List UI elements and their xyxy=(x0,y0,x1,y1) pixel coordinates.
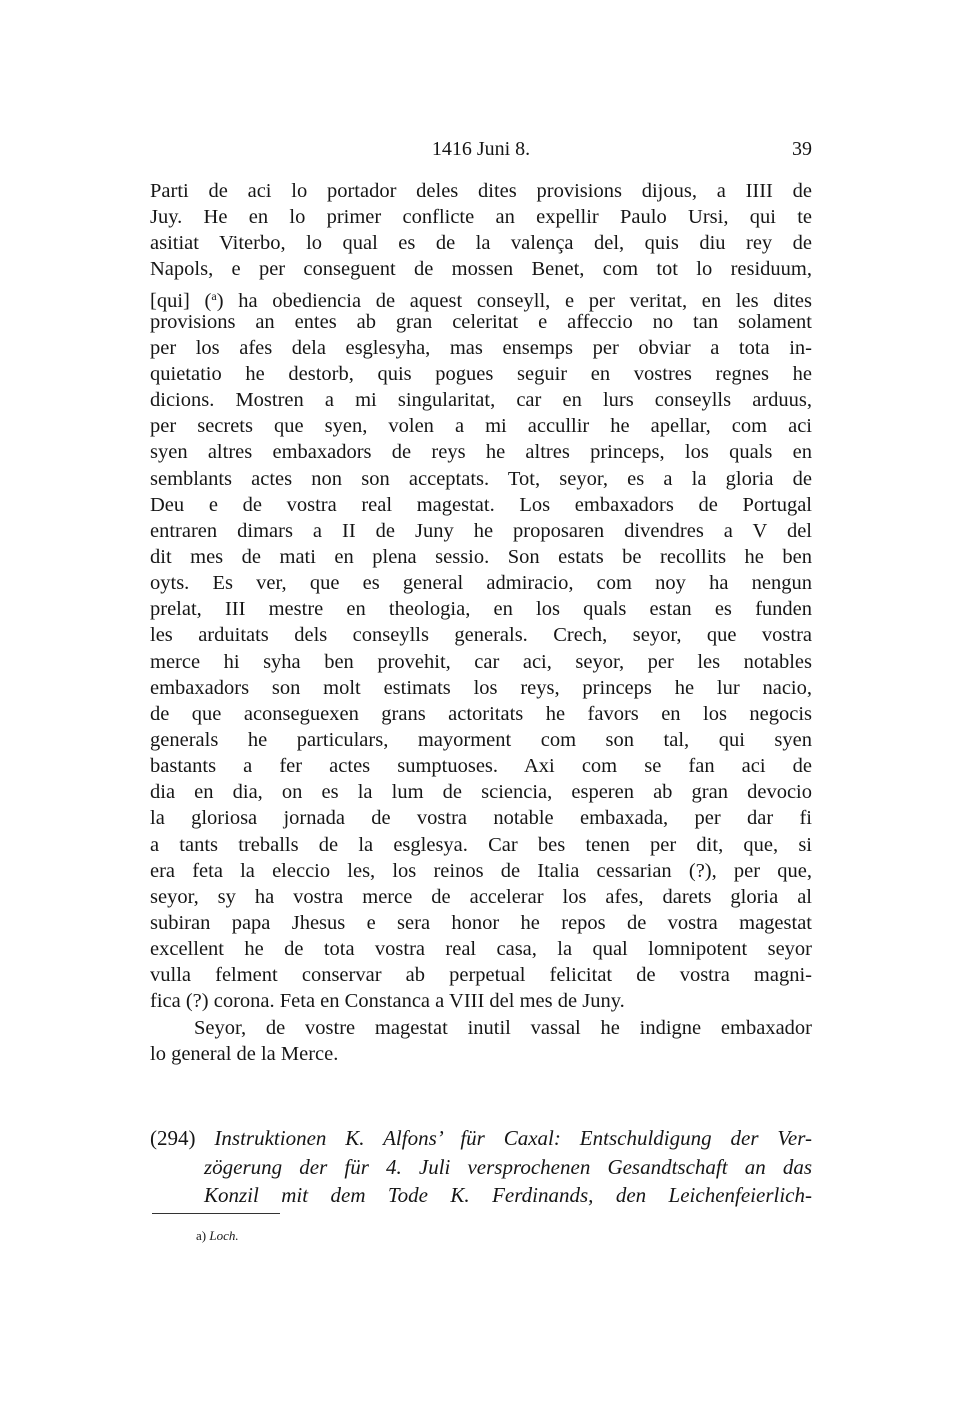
body-line: subiran papa Jhesus e sera honor he repos de vostra magestat xyxy=(150,911,812,934)
page-number: 39 xyxy=(792,138,812,160)
body-line: era feta la eleccio les, los reinos de Italia cessarian (?), per que, xyxy=(150,859,812,882)
entry-title-line: Instruktionen K. Alfons’ für Caxal: Entschuldigung der Ver- xyxy=(214,1126,812,1150)
running-head xyxy=(150,138,812,166)
body-line: excellent he de tota vostra real casa, la qual lomnipotent seyor xyxy=(150,938,812,961)
footnote-rule xyxy=(152,1213,280,1214)
body-line: embaxadors son molt estimats los reys, princeps he lur nacio, xyxy=(150,676,812,699)
footnote-marker: a xyxy=(211,288,217,303)
body-line: dicions. Mostren a mi singularitat, car en lurs conseylls arduus, xyxy=(150,389,812,412)
body-line: a tants treballs de la esglesya. Car bes tenen per dit, que, si xyxy=(150,833,812,856)
body-line: seyor, sy ha vostra merce de accelerar los afes, darets gloria al xyxy=(150,885,812,908)
footnote-text: Loch. xyxy=(209,1228,239,1243)
body-line: quietatio he destorb, quis pogues seguir en vostres regnes he xyxy=(150,362,812,385)
body-line-with-footnote-marker xyxy=(150,283,812,312)
body-line: generals he particulars, mayorment com son tal, qui syen xyxy=(150,728,812,751)
body-line: syen altres embaxadors de reys he altres princeps, los quals en xyxy=(150,441,812,464)
closing-line: Seyor, de vostre magestat inutil vassal he indigne embaxador xyxy=(194,1016,812,1039)
entry-line: zögerung der für 4. Juli versprochenen Gesandtschaft an das xyxy=(204,1154,812,1179)
body-line: bastants a fer actes sumptuoses. Axi com se fan aci de xyxy=(150,755,812,778)
body-line: Parti de aci lo portador deles dites provisions dijous, a IIII de xyxy=(150,180,812,202)
body-line: la gloriosa jornada de vostra notable embaxada, per dar fi xyxy=(150,807,812,830)
body-line: dit mes de mati en plena sessio. Son estats be recollits he ben xyxy=(150,545,812,568)
footnote-label: a) xyxy=(196,1228,207,1243)
entry-line: Konzil mit dem Tode K. Ferdinands, den Leichenfeierlich- xyxy=(204,1183,812,1207)
body-line: Juy. He en lo primer conflicte an expellir Paulo Ursi, qui te xyxy=(150,206,812,229)
body-line: de que aconseguexen grans actoritats he favors en los negocis xyxy=(150,702,812,725)
body-line: merce hi syha ben provehit, car aci, seyor, per les notables xyxy=(150,650,812,673)
body-line: vulla felment conservar ab perpetual felicitat de vostra magni- xyxy=(150,964,812,987)
footnote xyxy=(196,1228,239,1244)
body-line: semblants actes non son acceptats. Tot, seyor, es a la gloria de xyxy=(150,467,812,490)
body-line: oyts. Es ver, que es general admiracio, com noy ha nengun xyxy=(150,572,812,595)
running-head-date: 1416 Juni 8. xyxy=(431,138,531,160)
body-line: provisions an entes ab gran celeritat e affeccio no tan solament xyxy=(150,310,812,333)
body-line: Napols, e per conseguent de mossen Benet, com tot lo residuum, xyxy=(150,258,812,281)
body-line: fica (?) corona. Feta en Constanca a VIII del mes de Juny. xyxy=(150,990,625,1013)
entry-number: (294) xyxy=(150,1126,196,1150)
signature-line: lo general de la Merce. xyxy=(150,1042,339,1065)
body-line: Deu e de vostra real magestat. Los embaxadors de Portugal xyxy=(150,493,812,516)
body-line: prelat, III mestre en theologia, en los quals estan es funden xyxy=(150,598,812,621)
body-line: entraren dimars a II de Juny he proposaren divendres a V del xyxy=(150,519,812,542)
body-line: per los afes dela esglesyha, mas ensemps per obviar a tota in- xyxy=(150,336,812,359)
body-line-remainder: ) ha obediencia de aquest conseyll, e per veritat, en les dites xyxy=(216,289,812,312)
opening-paren: ( xyxy=(204,289,212,312)
letter-body xyxy=(150,178,812,1067)
next-entry-heading xyxy=(150,1124,812,1210)
bracketed-insertion: [qui] xyxy=(150,289,190,312)
body-line: asitiat Viterbo, lo qual es de la valença del, quis diu rey de xyxy=(150,232,812,255)
body-line: per secrets que syen, volen a mi accullir he apellar, com aci xyxy=(150,415,812,438)
body-line: les arduitats dels conseylls generals. Crech, seyor, que vostra xyxy=(150,624,812,647)
entry-line xyxy=(150,1124,812,1153)
body-line: dia en dia, on es la lum de sciencia, esperen ab gran devocio xyxy=(150,781,812,804)
